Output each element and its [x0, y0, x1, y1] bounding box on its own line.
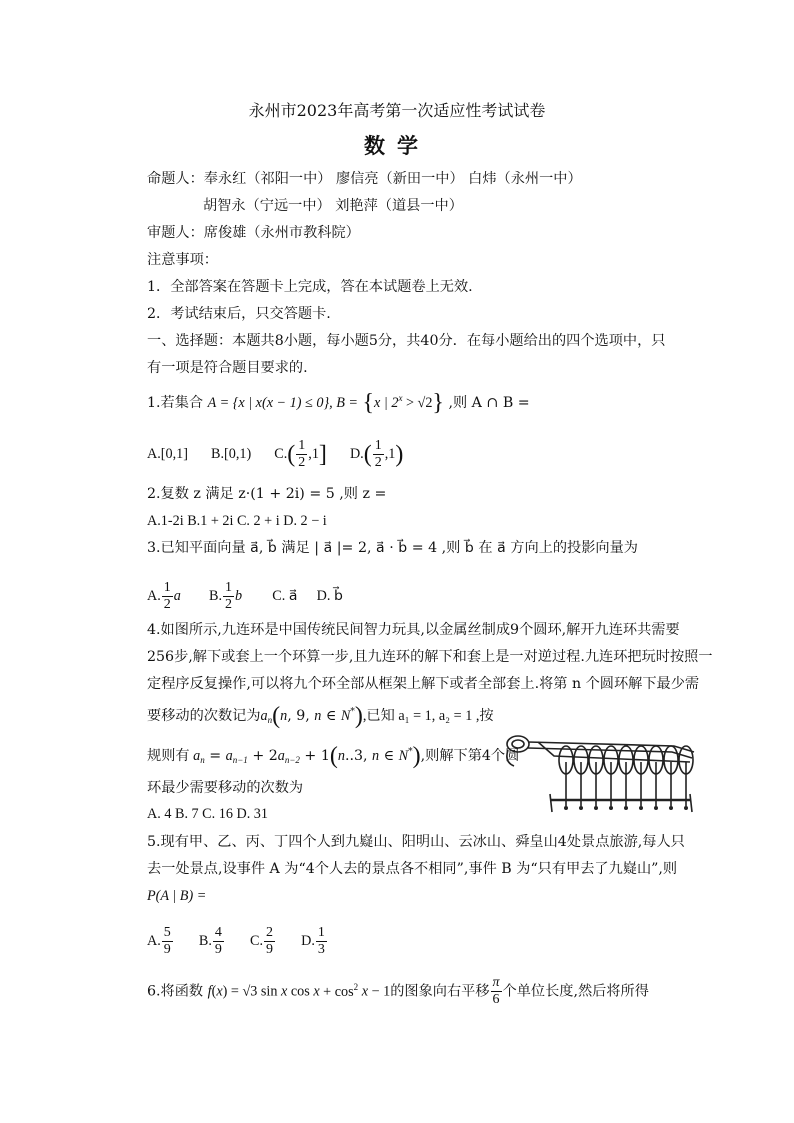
q1-set-b: x | 2 — [374, 395, 399, 411]
section1-intro-2: 有一项是符合题目要求的. — [147, 360, 308, 376]
authors-line-2: 胡智永（宁远一中） 刘艳萍（道县一中） — [203, 198, 463, 214]
question-2-stem: 2.复数 z 满足 z·(1 + 2i) = 5 ,则 z = — [147, 486, 387, 502]
q1-prefix: 1.若集合 — [147, 395, 204, 411]
q5-option-a: A. — [147, 932, 161, 949]
authors-line-1: 命题人：奉永红（祁阳一中） 廖信亮（新田一中） 白炜（永州一中） — [147, 171, 582, 187]
q3-option-b: B. — [209, 587, 223, 604]
q6-text-b: 的图象向右平移 — [390, 983, 490, 1000]
q3-option-c: C. a⃗ — [272, 587, 298, 604]
q1-option-a: A.[0,1] — [147, 445, 188, 462]
exam-subject: 数学 — [364, 133, 430, 158]
q5-option-d: D. — [301, 932, 315, 949]
section1-intro-1: 一、选择题：本题共8小题，每小题5分，共40分．在每小题给出的四个选项中，只 — [147, 333, 666, 349]
q4-line4-given: ,已知 a₁ = 1, a₂ = 1 ,按 — [362, 708, 494, 724]
question-4-options: A. 4 B. 7 C. 16 D. 31 — [147, 806, 268, 822]
question-4-line-5: 规则有 $a_n = a_{n-1} + 2a_{n-2} + 1(n..3$, n ∈ N*),则解下第4个圆 — [147, 743, 520, 769]
q5-option-c: C. — [250, 932, 264, 949]
q1-option-c: C.( $\frac{1}{2}$ ,1] — [274, 438, 327, 470]
q1-option-b: B.[0,1) — [211, 445, 252, 462]
question-5-options: A. $\frac{5}{9}$ B. $\frac{4}{9}$ C. $\frac{2}{9}$ D. $\frac{1}{3}$ — [147, 925, 325, 957]
q4-line5-tail: ,则解下第4个圆 — [420, 748, 520, 764]
question-1-options — [147, 438, 403, 471]
q1-set-a: A = {x | x(x − 1) ≤ 0}, B = — [207, 395, 358, 411]
q3-option-d: D. b⃗ — [316, 587, 343, 604]
exam-title: 永州市2023年高考第一次适应性考试试卷 — [248, 101, 546, 120]
question-4-line-3: 定程序反复操作,可以将九个环全部从框架上解下或者全部套上.将第 n 个圆环解下最少需 — [147, 676, 700, 692]
nine-rings-figure — [494, 722, 712, 818]
question-4-line-4: 要移动的次数记为$a_n(n$, 9, n ∈ N*),已知 a₁ = 1, a₂ = 1 ,按 — [147, 703, 494, 729]
question-4-line-2: 256步,解下或套上一个环算一步,且九连环的解下和套上是一对逆过程.九连环把玩时按照一 — [147, 649, 713, 665]
question-5-line-1: 5.现有甲、乙、丙、丁四个人到九嶷山、阳明山、云冰山、舜皇山4处景点旅游,每人只 — [147, 834, 685, 850]
q3-option-a: A. — [147, 587, 161, 604]
q4-line4-text: 要移动的次数记为 — [147, 708, 261, 724]
q5-option-b: B. — [198, 932, 212, 949]
note-item-1: 1．全部答案在答题卡上完成，答在本试题卷上无效. — [147, 279, 473, 295]
question-3-options: A. $\frac{1}{2}$ a⃗ B. $\frac{1}{2}$ b⃗ C. a⃗ D. b⃗ — [147, 580, 343, 612]
question-5-line-3: P(A | B) = — [147, 888, 207, 904]
question-5-line-2: 去一处景点,设事件 A 为“4个人去的景点各不相同”,事件 B 为“只有甲去了九嶷山”,则 — [147, 861, 678, 877]
reviewer-line: 审题人：席俊雄（永州市教科院） — [147, 225, 360, 241]
question-3-stem: 3.已知平面向量 a⃗, b⃗ 满足 | a⃗ |= 2, a⃗ · b⃗ = 4 ,则 b⃗ 在 a⃗ 方向上的投影向量为 — [147, 540, 638, 556]
question-2-options: A.1-2i B.1 + 2i C. 2 + i D. 2 − i — [147, 513, 327, 529]
q6-text-c: 个单位长度,然后将所得 — [502, 983, 649, 1000]
notes-heading: 注意事项： — [147, 252, 218, 268]
question-4-line-6: 环最少需要移动的次数为 — [147, 780, 304, 796]
q1-option-d: D.( $\frac{1}{2}$ ,1) — [349, 438, 404, 470]
question-6-line-1: 6.将函数 f(x) = √3 sin x $\cos x + \cos^2 x - 1$的图象向右平移 $\frac{\pi}{6}$ 个单位长度,然后将所得 — [147, 975, 649, 1007]
question-1-stem: 1.若集合 A = {x | x(x − 1) ≤ 0}, B = {x | $2^x > √2$} ,则 A ∩ B = — [147, 390, 530, 416]
q6-text-a: 6.将函数 — [147, 983, 204, 1000]
q4-line5-text: 规则有 — [147, 748, 190, 764]
q1-tail: ,则 A ∩ B = — [448, 395, 530, 411]
question-4-line-1: 4.如图所示,九连环是中国传统民间智力玩具,以金属丝制成9个圆环,解开九连环共需要 — [147, 622, 680, 638]
note-item-2: 2．考试结束后，只交答题卡. — [147, 306, 331, 322]
